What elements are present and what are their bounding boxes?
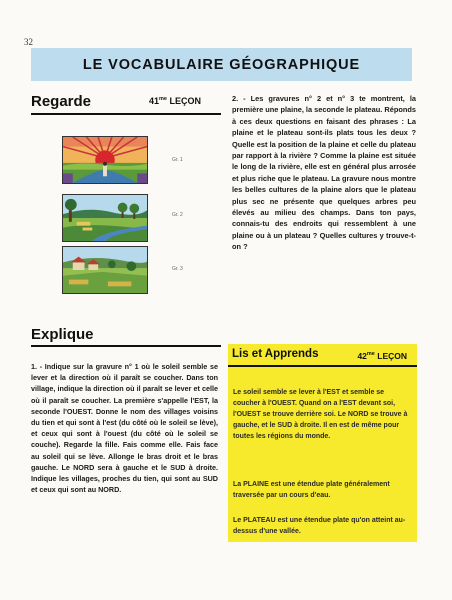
- lecon-41-suffix: me: [159, 96, 167, 102]
- explique-underline: [31, 345, 221, 347]
- title-banner: [31, 48, 412, 81]
- page-title: LE VOCABULAIRE GÉOGRAPHIQUE: [82, 56, 361, 73]
- lecon-42-word: LEÇON: [377, 351, 407, 361]
- lecon-42-label: [357, 351, 407, 361]
- explique-text: 1. - Indique sur la gravure n° 1 où le soleil semble se lever et la direction où il paraît se coucher. Dans ton village, indique la direction où il paraît se lever et celle où il paraît se coucher. La première s'appelle l'EST, la seconde l'OUEST. Donne le nom des villages voisins du tien et qui sont à l'est (du côté où le soleil se lève), et ceux qui sont à l'ouest (du côté où le soleil se couche). Regarde la fille. Fais comme elle. Fais face au soleil qui se lève. Allonge le bras droit et le bras gauche. Le NORD sera à gauche et le SUD à droite. Indique les villages, proches du tien, qui sont au SUD et ceux qui sont au NORD.: [31, 362, 218, 495]
- figure-2-plain-illustration: [62, 194, 148, 242]
- figure-3-plateau-illustration: [62, 246, 148, 294]
- lecon-42-suffix: me: [366, 351, 375, 358]
- lecon-42-number: 42: [357, 351, 367, 361]
- lis-et-apprends-box: [228, 344, 417, 542]
- figure-1-label: Gr. 1: [172, 157, 183, 163]
- lis-et-apprends-underline: [228, 365, 417, 367]
- page-number: 32: [24, 37, 33, 47]
- lis-et-apprends-heading: Lis et Apprends: [232, 348, 319, 360]
- explique-heading: Explique: [31, 326, 94, 343]
- lesson-paragraph-plaine: La PLAINE est une étendue plate généralement traversée par un cours d'eau.: [233, 481, 390, 500]
- lesson-paragraph-directions: Le soleil semble se lever à l'EST et semble se coucher à l'OUEST. Quand on a l'EST devant soi, l'OUEST se trouve derrière soi. Le NORD se trouve à gauche, et le SUD à droite. Il en est de même pour toutes les régions du monde.: [233, 389, 408, 441]
- lecon-41-word: LEÇON: [169, 96, 201, 106]
- lecon-41-number: 41: [149, 96, 160, 106]
- figure-1-sunrise-illustration: [62, 136, 148, 184]
- figure-3-label: Gr. 3: [172, 266, 183, 272]
- regarde-heading: Regarde: [31, 93, 92, 110]
- figure-2-label: Gr. 2: [172, 212, 183, 218]
- question-2-text: 2. - Les gravures n° 2 et n° 3 te montrent, la première une plaine, la seconde le plateau. Réponds à ces deux questions en faisant des phrases : La plaine et le plateau sont-ils plats tous les deux ? Quelle est la position de la plaine et celle du plateau par rapport à la rivière ? Comme la plaine est située le long de la rivière, elle est en général plus arrosée et plus riche que le plateau. La gravure nous montre les belles cultures de la plaine alors que le plateau plus sec ne présente que quelques arbres peu élevés au milieu des champs. Dans ton pays, connais-tu des endroits qui ressemblent à une plaine ou à un plateau ? Quelles cultures y trouve-t-on ?: [232, 94, 417, 252]
- lecon-41-label: [149, 96, 201, 106]
- lesson-paragraph-plateau: Le PLATEAU est une étendue plate qu'on atteint au-dessus d'une vallée.: [233, 517, 406, 536]
- regarde-underline: [31, 113, 221, 115]
